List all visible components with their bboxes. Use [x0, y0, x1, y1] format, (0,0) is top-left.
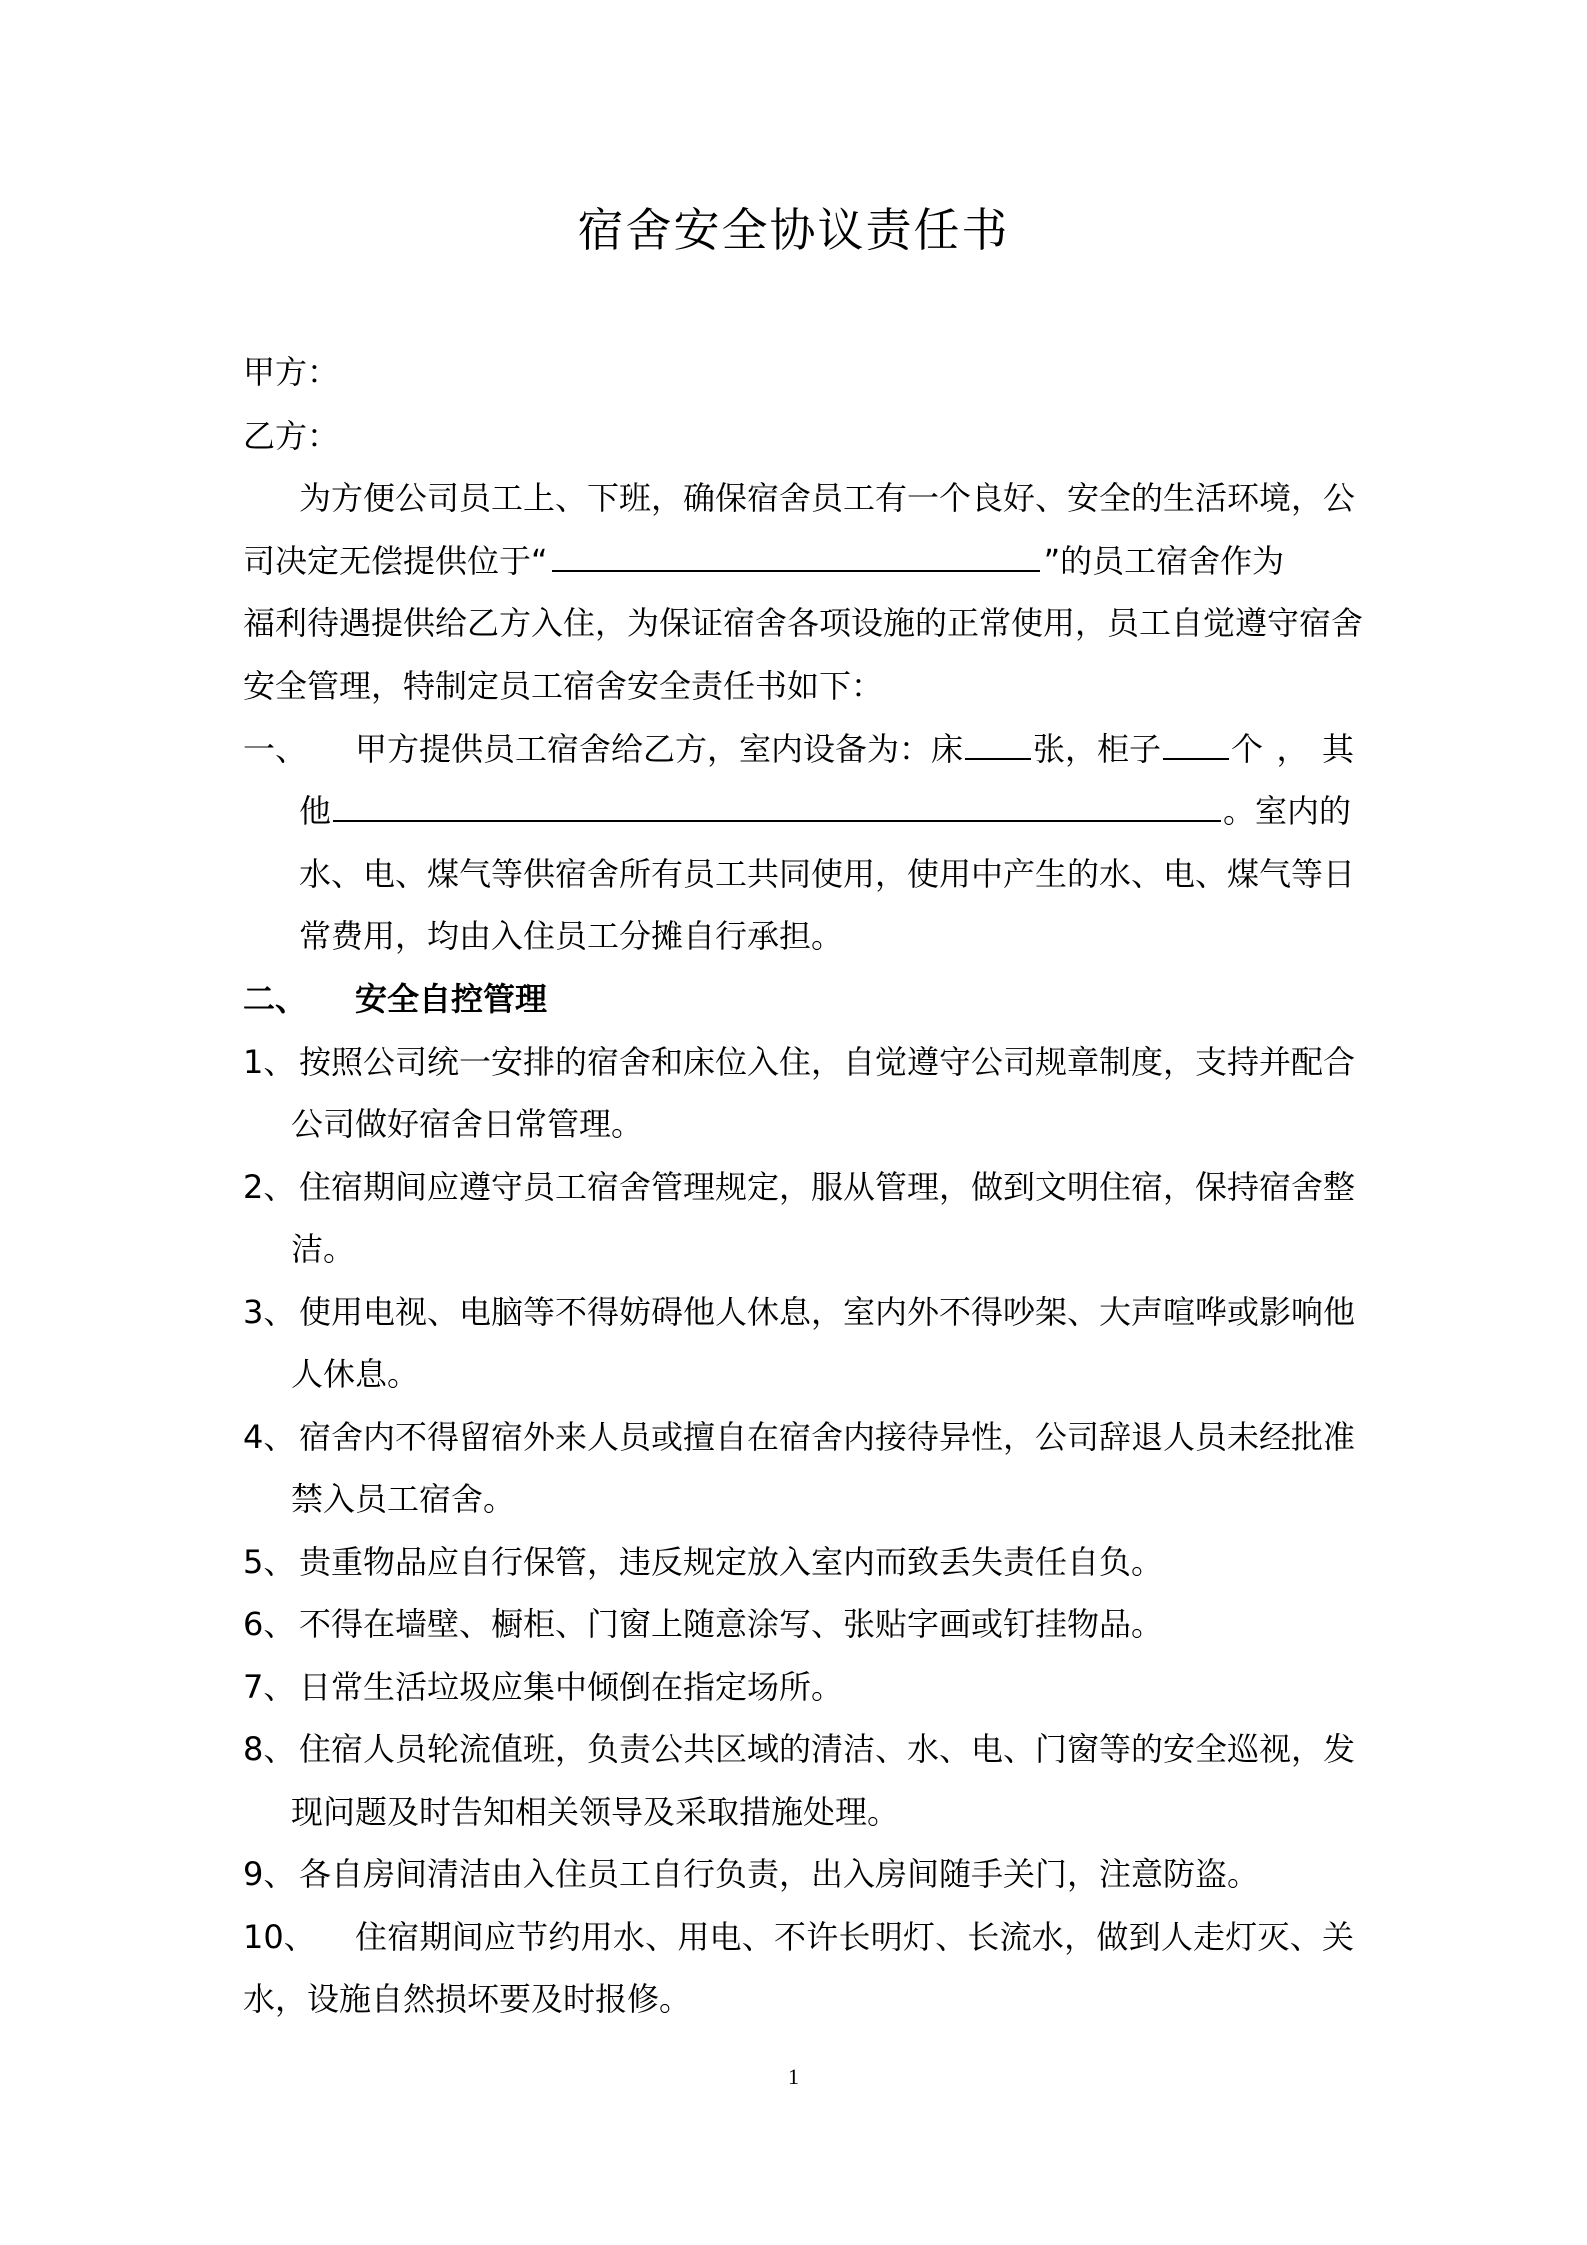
item-text-continued: 人休息。 — [291, 1355, 420, 1393]
item-text-continued: 水，设施自然损坏要及时报修。 — [243, 1980, 692, 2018]
item-number: 1、 — [243, 1043, 296, 1081]
item-text: 各自房间清洁由入住员工自行负责，出入房间随手关门，注意防盗。 — [299, 1855, 1260, 1893]
intro-line-1: 为方便公司员工上、下班，确保宿舍员工有一个良好、安全的生活环境，公 — [299, 479, 1356, 517]
item-number: 10、 — [243, 1918, 316, 1956]
document-title: 宿舍安全协议责任书 — [577, 203, 1010, 257]
item-number: 5、 — [243, 1543, 296, 1581]
item-text: 不得在墙壁、橱柜、门窗上随意涂写、张贴字画或钉挂物品。 — [299, 1605, 1164, 1643]
section-1-line-4: 常费用，均由入住员工分摊自行承担。 — [299, 917, 844, 955]
section-2-number: 二、 — [243, 980, 308, 1018]
item-text: 住宿期间应节约用水、用电、不许长明灯、长流水，做到人走灯灭、关 — [355, 1918, 1354, 1956]
section-2-heading: 安全自控管理 — [355, 980, 548, 1018]
section-1-number: 一、 — [243, 730, 308, 768]
intro-text-before-address: 司决定无偿提供位于“ — [243, 542, 548, 580]
intro-line-2 — [243, 539, 1354, 583]
intro-line-4: 安全管理，特制定员工宿舍安全责任书如下： — [243, 667, 884, 705]
item-number: 9、 — [243, 1855, 296, 1893]
item-text: 日常生活垃圾应集中倾倒在指定场所。 — [299, 1668, 844, 1706]
item-text-continued: 现问题及时告知相关领导及采取措施处理。 — [291, 1793, 900, 1831]
section-1-line-3: 水、电、煤气等供宿舍所有员工共同使用，使用中产生的水、电、煤气等日 — [299, 855, 1356, 893]
item-number: 4、 — [243, 1418, 296, 1456]
item-text: 贵重物品应自行保管，违反规定放入室内而致丢失责任自负。 — [299, 1543, 1164, 1581]
item-text-continued: 洁。 — [291, 1230, 356, 1268]
item-text: 住宿人员轮流值班，负责公共区域的清洁、水、电、门窗等的安全巡视，发 — [299, 1730, 1356, 1768]
intro-line-3: 福利待遇提供给乙方入住，为保证宿舍各项设施的正常使用，员工自觉遵守宿舍 — [243, 604, 1364, 642]
party-a-label: 甲方： — [243, 353, 340, 391]
item-number: 8、 — [243, 1730, 296, 1768]
address-blank[interactable] — [552, 540, 1040, 572]
section-1-text-a: 甲方提供员工宿舍给乙方，室内设备为：床 — [355, 730, 964, 768]
section-1-text-d: 他 — [299, 792, 332, 830]
item-text: 使用电视、电脑等不得妨碍他人休息，室内外不得吵架、大声喧哗或影响他 — [299, 1293, 1356, 1331]
bed-count-blank[interactable] — [965, 728, 1031, 760]
section-1-text-c: 个，其 — [1231, 730, 1354, 768]
item-number: 7、 — [243, 1668, 296, 1706]
section-1-text-b: 张，柜子 — [1033, 730, 1162, 768]
item-text: 住宿期间应遵守员工宿舍管理规定，服从管理，做到文明住宿，保持宿舍整 — [299, 1168, 1356, 1206]
item-text: 按照公司统一安排的宿舍和床位入住，自觉遵守公司规章制度，支持并配合 — [299, 1043, 1356, 1081]
section-1-line-2 — [299, 789, 1354, 833]
cabinet-count-blank[interactable] — [1163, 728, 1229, 760]
party-b-label: 乙方： — [243, 417, 340, 455]
other-equipment-blank[interactable] — [333, 790, 1221, 822]
item-text: 宿舍内不得留宿外来人员或擅自在宿舍内接待异性，公司辞退人员未经批准 — [299, 1418, 1356, 1456]
item-text-continued: 禁入员工宿舍。 — [291, 1480, 516, 1518]
item-number: 6、 — [243, 1605, 296, 1643]
section-1-text-e: 。室内的 — [1223, 792, 1352, 830]
item-number: 2、 — [243, 1168, 296, 1206]
item-number: 3、 — [243, 1293, 296, 1331]
section-1-line-1 — [355, 727, 1354, 771]
page-number: 1 — [788, 2064, 799, 2089]
intro-text-after-address: ”的员工宿舍作为 — [1043, 542, 1285, 580]
item-text-continued: 公司做好宿舍日常管理。 — [291, 1105, 644, 1143]
